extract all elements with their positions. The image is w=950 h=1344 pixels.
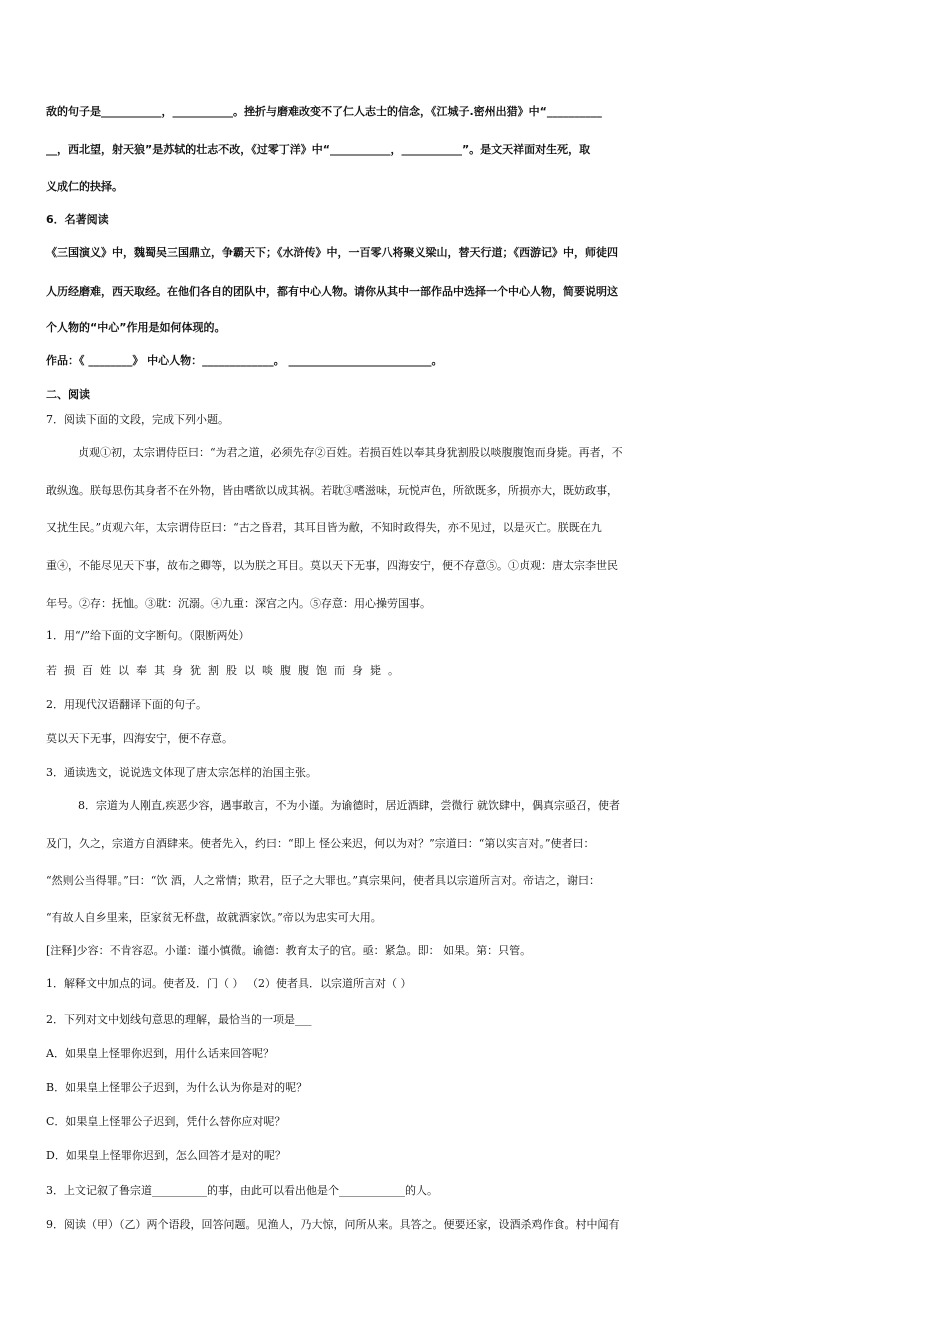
text-line: 人历经磨难，西天取经。在他们各自的团队中，都有中心人物。请你从其中一部作品中选择一个中心人物，简要说明这 (46, 285, 618, 298)
text-line: 个人物的“中心”作用是如何体现的。 (46, 321, 226, 334)
question-heading: 9．阅读（甲）（乙）两个语段，回答问题。见渔人，乃大惊，问所从来。具答之。便要还家，设酒杀鸡作食。村中闻有 (46, 1218, 620, 1231)
question-heading: 6．名著阅读 (46, 213, 109, 226)
passage-line: 敢纵逸。朕每思伤其身者不在外物，皆由嗜欲以成其祸。若耽③嗜滋味，玩悦声色，所欲既多，所损亦大，既妨政事， (46, 484, 618, 497)
passage-line: 重④，不能尽见天下事，故布之卿等，以为朕之耳目。莫以天下无事，四海安宁，便不存意⑤。①贞观：唐太宗李世民 (46, 559, 618, 572)
text-line: __，西北望，射天狼”是苏轼的壮志不改，《过零丁洋》中“___________，___________”。是文天祥面对生死，取 (46, 143, 591, 156)
text-line: 《三国演义》中，魏蜀吴三国鼎立，争霸天下；《水浒传》中，一百零八将聚义梁山，替天行道；《西游记》中，师徒四 (46, 246, 618, 259)
answer-line: 作品：《 ________》 中心人物：_____________。 __________________________。 (46, 354, 443, 367)
sentence-line: 若损百姓以奉其身犹割股以啖腹腹饱而身毙。 (46, 664, 406, 677)
passage-line: “然则公当得罪。”曰：“饮 酒，人之常情；欺君，臣子之大罪也。”真宗果问，使者具以宗道所言对。帝诘之，谢曰： (46, 874, 600, 887)
text-line: 义成仁的抉择。 (46, 180, 123, 193)
annotation-line: [注释]少容：不肯容忍。小谨：谨小慎微。谕德：教育太子的官。亟：紧急。即： 如果。第：只管。 (46, 944, 532, 957)
option-b: B．如果皇上怪罪公子迟到，为什么认为你是对的呢？ (46, 1081, 308, 1094)
sub-question: 2．下列对文中划线句意思的理解，最恰当的一项是___ (46, 1013, 312, 1026)
option-d: D．如果皇上怪罪你迟到，怎么回答才是对的呢？ (46, 1149, 286, 1162)
passage-line: 年号。②存：抚恤。③耽：沉溺。④九重：深宫之内。⑤存意：用心操劳国事。 (46, 597, 431, 610)
sub-question: 2．用现代汉语翻译下面的句子。 (46, 698, 207, 711)
text-line: 敌的句子是___________，___________。挫折与磨难改变不了仁人志士的信念，《江城子.密州出猎》中“__________ (46, 105, 602, 118)
sub-question: 3．通读选文，说说选文体现了唐太宗怎样的治国主张。 (46, 766, 317, 779)
sub-question: 1．用“/”给下面的文字断句。（限断两处） (46, 629, 250, 642)
question-heading: 7．阅读下面的文段，完成下列小题。 (46, 413, 229, 426)
passage-line: 8．宗道为人刚直,疾恶少容，遇事敢言，不为小谨。为谕德时，居近酒肆，尝微行 就饮肆中，偶真宗亟召，使者 (78, 799, 620, 812)
sub-question: 1．解释文中加点的词。使者及．门（ ） （2）使者具．以宗道所言对（ ） (46, 977, 412, 990)
passage-line: 及门，久之，宗道方自酒肆来。使者先入，约曰：“即上 怪公来迟，何以为对？”宗道曰：“第以实言对。”使者曰： (46, 837, 595, 850)
passage-line: 又扰生民。”贞观六年，太宗谓侍臣曰：“古之昏君，其耳目皆为敝，不知时政得失，亦不见过，以是灭亡。朕既在九 (46, 521, 602, 534)
option-a: A．如果皇上怪罪你迟到，用什么话来回答呢？ (46, 1047, 274, 1060)
sentence-line: 莫以天下无事，四海安宁，便不存意。 (46, 732, 233, 745)
section-heading: 二、阅读 (46, 388, 90, 401)
passage-line: “有故人自乡里来，臣家贫无杯盘，故就酒家饮。”帝以为忠实可大用。 (46, 911, 382, 924)
sub-question: 3．上文记叙了鲁宗道__________的事，由此可以看出他是个____________的人。 (46, 1184, 438, 1197)
option-c: C．如果皇上怪罪公子迟到，凭什么替你应对呢？ (46, 1115, 286, 1128)
passage-line: 贞观①初，太宗谓侍臣曰：“为君之道，必须先存②百姓。若损百姓以奉其身犹割股以啖腹腹饱而身毙。再者，不 (78, 446, 623, 459)
